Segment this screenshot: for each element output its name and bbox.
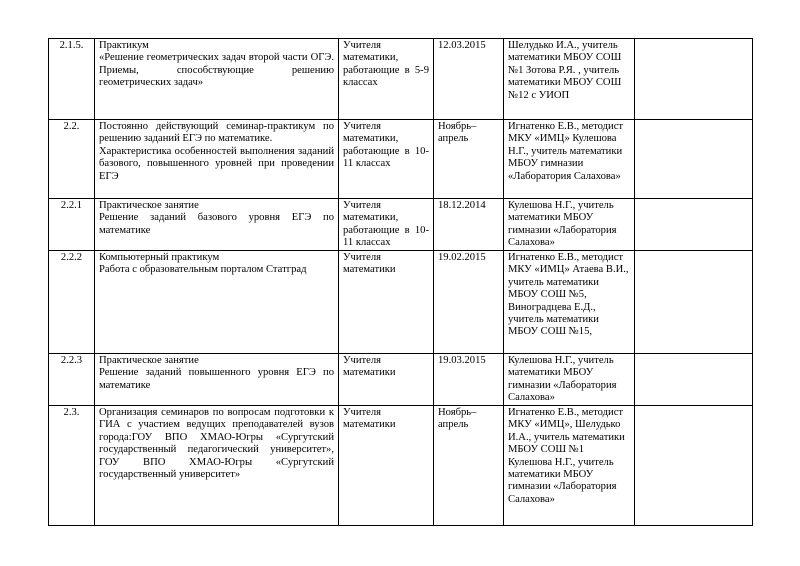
- empty-cell: [635, 251, 753, 354]
- event-date: 12.03.2015: [434, 39, 504, 120]
- event-title: Практическое занятие: [99, 200, 199, 211]
- responsible-persons: Игнатенко Е.В., методист МКУ «ИМЦ» Кулешова Н.Г., учитель математики МБОУ гимназии «Лаборатория Салахова»: [504, 120, 635, 199]
- event-date: 19.02.2015: [434, 251, 504, 354]
- event-date: 18.12.2014: [434, 199, 504, 251]
- responsible-persons: Кулешова Н.Г., учитель математики МБОУ гимназии «Лаборатория Салахова»: [504, 199, 635, 251]
- table-row: [49, 199, 753, 251]
- event-description: [95, 354, 339, 406]
- event-description: [95, 406, 339, 526]
- empty-cell: [635, 120, 753, 199]
- event-title: Компьютерный практикум: [99, 252, 220, 263]
- event-topic: Работа с образовательным порталом Статград: [99, 264, 307, 276]
- event-description: [95, 120, 339, 199]
- event-description: [95, 39, 339, 120]
- responsible-persons: Игнатенко Е.В., методист МКУ «ИМЦ» Атаева В.И., учитель математики МБОУ СОШ №5, Виноградцева Е.Д., учитель математики МБОУ СОШ №15,: [504, 251, 635, 354]
- event-topic: «Решение геометрических задач второй части ОГЭ. Приемы, способствующие решению геометрических задач»: [99, 52, 334, 89]
- event-date: Ноябрь–апрель: [434, 120, 504, 199]
- item-number: 2.2.3: [49, 354, 95, 406]
- item-number: 2.2.: [49, 120, 95, 199]
- target-audience: Учителя математики, работающие в 10-11 классах: [339, 199, 434, 251]
- target-audience: Учителя математики, работающие в 5-9 классах: [339, 39, 434, 120]
- event-title: Постоянно действующий семинар-практикум по решению заданий ЕГЭ по математике.: [99, 121, 334, 145]
- item-number: 2.3.: [49, 406, 95, 526]
- events-table: [48, 38, 753, 526]
- item-number: 2.2.1: [49, 199, 95, 251]
- target-audience: Учителя математики: [339, 406, 434, 526]
- event-date: 19.03.2015: [434, 354, 504, 406]
- event-topic: Характеристика особенностей выполнения заданий базового, повышенного уровней при проведении ЕГЭ: [99, 145, 334, 182]
- table-row: [49, 39, 753, 120]
- table-row: [49, 354, 753, 406]
- target-audience: Учителя математики: [339, 354, 434, 406]
- event-title: Практическое занятие: [99, 355, 199, 366]
- event-description: [95, 199, 339, 251]
- item-number: 2.1.5.: [49, 39, 95, 120]
- target-audience: Учителя математики: [339, 251, 434, 354]
- table-row: [49, 120, 753, 199]
- responsible-persons: Шелудько И.А., учитель математики МБОУ СОШ №1 Зотова Р.Я. , учитель математики МБОУ СОШ №12 с УИОП: [504, 39, 635, 120]
- responsible-persons: Игнатенко Е.В., методист МКУ «ИМЦ», Шелудько И.А., учитель математики МБОУ СОШ №1 Кулешова Н.Г., учитель математики МБОУ гимназии «Лаборатория Салахова»: [504, 406, 635, 526]
- item-number: 2.2.2: [49, 251, 95, 354]
- plan-table-page: [48, 38, 753, 526]
- empty-cell: [635, 199, 753, 251]
- event-title: Практикум: [99, 40, 149, 51]
- event-description: [95, 251, 339, 354]
- target-audience: Учителя математики, работающие в 10-11 классах: [339, 120, 434, 199]
- empty-cell: [635, 406, 753, 526]
- empty-cell: [635, 354, 753, 406]
- table-row: [49, 406, 753, 526]
- event-topic: Организация семинаров по вопросам подготовки к ГИА с участием ведущих преподавателей вузов города:ГОУ ВПО ХМАО-Югры «Сургутский государственный педагогический университет», ГОУ ВПО ХМАО-Югры «Сургутский государственный университет»: [99, 407, 334, 481]
- event-date: Ноябрь–апрель: [434, 406, 504, 526]
- event-topic: Решение заданий повышенного уровня ЕГЭ по математике: [99, 367, 334, 391]
- event-topic: Решение заданий базового уровня ЕГЭ по математике: [99, 212, 334, 236]
- empty-cell: [635, 39, 753, 120]
- responsible-persons: Кулешова Н.Г., учитель математики МБОУ гимназии «Лаборатория Салахова»: [504, 354, 635, 406]
- table-row: [49, 251, 753, 354]
